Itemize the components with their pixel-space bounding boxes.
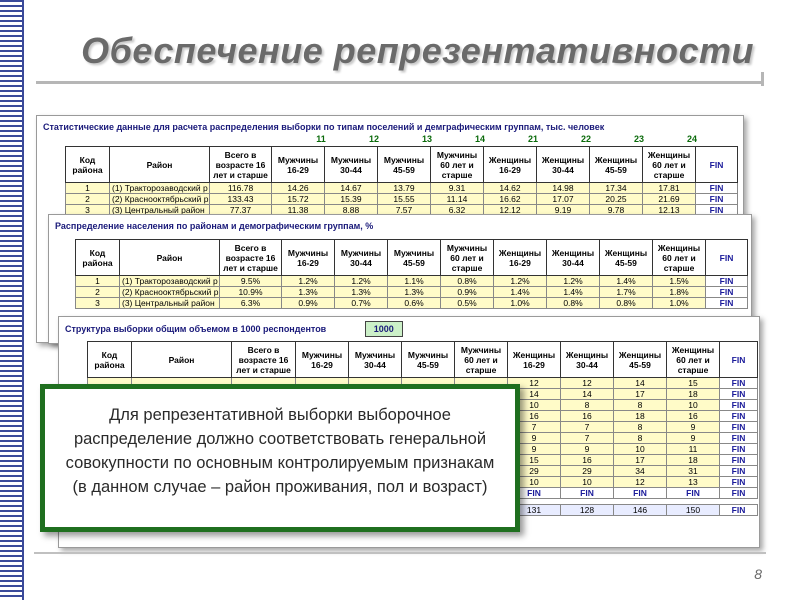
table-cell[interactable]: 15.72 xyxy=(272,194,325,205)
left-decorative-stripe xyxy=(0,0,24,600)
fin-cell[interactable]: FIN xyxy=(720,411,758,422)
table-cell[interactable]: 1.2% xyxy=(282,276,335,287)
table-cell[interactable]: 29 xyxy=(561,466,614,477)
total-cell[interactable]: 150 xyxy=(667,505,720,516)
table-cell[interactable]: 9 xyxy=(508,444,561,455)
table-row xyxy=(66,194,738,205)
column-header: Мужчины 30-44 xyxy=(335,240,388,276)
column-header: Мужчины 30-44 xyxy=(325,147,378,183)
fin-cell[interactable]: FIN xyxy=(720,477,758,488)
column-number: 11 xyxy=(316,134,326,144)
table-cell[interactable]: 1.3% xyxy=(282,287,335,298)
column-number-row xyxy=(43,134,737,146)
table-cell[interactable]: 21.69 xyxy=(643,194,696,205)
table-cell[interactable]: 10 xyxy=(667,400,720,411)
fin-cell[interactable]: FIN xyxy=(667,488,720,499)
fin-cell[interactable]: FIN xyxy=(508,488,561,499)
table-row xyxy=(66,183,738,194)
table-cell[interactable]: 133.43 xyxy=(210,194,272,205)
table-cell[interactable]: 12.12 xyxy=(484,205,537,216)
column-header: Женщины 60 лет и старше xyxy=(667,342,720,378)
table-cell[interactable]: 17.81 xyxy=(643,183,696,194)
column-header: Мужчины 45-59 xyxy=(388,240,441,276)
fin-cell[interactable]: FIN xyxy=(720,422,758,433)
fin-cell[interactable]: FIN xyxy=(720,389,758,400)
table-cell[interactable]: 77.37 xyxy=(210,205,272,216)
table-cell[interactable]: 14.67 xyxy=(325,183,378,194)
table-cell[interactable]: 7 xyxy=(561,422,614,433)
table-cell[interactable]: 7 xyxy=(508,422,561,433)
table-cell[interactable]: 1.4% xyxy=(547,287,600,298)
fin-cell[interactable]: FIN xyxy=(720,455,758,466)
table-cell[interactable]: 17.07 xyxy=(537,194,590,205)
table-cell[interactable]: 2 xyxy=(76,287,120,298)
table-cell[interactable]: 15.39 xyxy=(325,194,378,205)
table-cell[interactable]: 3 xyxy=(76,298,120,309)
table-cell[interactable]: 12 xyxy=(561,378,614,389)
column-header: Всего в возрасте 16 лет и старше xyxy=(210,147,272,183)
column-header: Мужчины 60 лет и старше xyxy=(441,240,494,276)
table-cell[interactable]: (3) Центральный район xyxy=(120,298,220,309)
column-header-fin: FIN xyxy=(706,240,748,276)
table-cell[interactable]: 1.3% xyxy=(335,287,388,298)
table-cell[interactable]: 1 xyxy=(76,276,120,287)
sample-total-input[interactable]: 1000 xyxy=(365,321,403,337)
table-cell[interactable]: 7 xyxy=(561,433,614,444)
fin-cell[interactable]: FIN xyxy=(720,444,758,455)
footer-divider xyxy=(34,552,766,554)
fin-cell[interactable]: FIN xyxy=(706,276,748,287)
table-cell[interactable]: 10 xyxy=(508,477,561,488)
table-cell[interactable]: 29 xyxy=(508,466,561,477)
table-cell[interactable]: 3 xyxy=(66,205,110,216)
column-header: Женщины 16-29 xyxy=(484,147,537,183)
table-cell[interactable]: 13 xyxy=(667,477,720,488)
table-cell[interactable]: 1.3% xyxy=(388,287,441,298)
column-header: Женщины 45-59 xyxy=(600,240,653,276)
table-cell[interactable]: 0.8% xyxy=(441,276,494,287)
table-cell[interactable]: 18 xyxy=(667,389,720,400)
fin-cell[interactable]: FIN xyxy=(720,400,758,411)
fin-cell[interactable]: FIN xyxy=(720,488,758,499)
table-cell[interactable]: 6.3% xyxy=(220,298,282,309)
table-cell[interactable]: 15.55 xyxy=(378,194,431,205)
fin-cell[interactable]: FIN xyxy=(696,205,738,216)
column-header: Женщины 16-29 xyxy=(508,342,561,378)
table-cell[interactable]: (2) Краснооктябрьский р xyxy=(110,194,210,205)
table-cell[interactable]: 11.38 xyxy=(272,205,325,216)
column-number: 14 xyxy=(474,134,485,144)
table-cell[interactable]: 1.8% xyxy=(653,287,706,298)
table-cell[interactable]: 13.79 xyxy=(378,183,431,194)
fin-cell[interactable]: FIN xyxy=(720,433,758,444)
column-header: Мужчины 30-44 xyxy=(349,342,402,378)
column-header: Район xyxy=(120,240,220,276)
table-cell[interactable]: 0.8% xyxy=(600,298,653,309)
table-cell[interactable]: 0.7% xyxy=(335,298,388,309)
table-cell[interactable]: (1) Тракторозаводский р xyxy=(110,183,210,194)
table-cell[interactable]: 1.5% xyxy=(653,276,706,287)
table-cell[interactable]: 9.78 xyxy=(590,205,643,216)
table-cell[interactable]: 10 xyxy=(561,477,614,488)
table-cell[interactable]: 1.1% xyxy=(388,276,441,287)
column-number: 12 xyxy=(368,134,379,144)
table-cell[interactable]: 9 xyxy=(667,422,720,433)
total-cell[interactable]: 128 xyxy=(561,505,614,516)
column-header: Женщины 60 лет и старше xyxy=(653,240,706,276)
total-cell[interactable]: 146 xyxy=(614,505,667,516)
column-header-fin: FIN xyxy=(696,147,738,183)
slide-title: Обеспечение репрезентативности xyxy=(81,30,754,71)
table-cell[interactable]: 0.8% xyxy=(547,298,600,309)
table-cell[interactable]: 16 xyxy=(508,411,561,422)
column-header: Женщины 30-44 xyxy=(547,240,600,276)
table-cell[interactable]: 34 xyxy=(614,466,667,477)
fin-cell[interactable]: FIN xyxy=(706,298,748,309)
table-cell[interactable]: 31 xyxy=(667,466,720,477)
table-cell[interactable]: (1) Тракторозаводский р xyxy=(120,276,220,287)
table-cell[interactable]: 1.2% xyxy=(547,276,600,287)
column-header: Женщины 60 лет и старше xyxy=(643,147,696,183)
column-header: Мужчины 60 лет и старше xyxy=(431,147,484,183)
table-cell[interactable]: 17.34 xyxy=(590,183,643,194)
table-cell[interactable]: 2 xyxy=(66,194,110,205)
column-header: Код района xyxy=(88,342,132,378)
column-number: 13 xyxy=(421,134,432,144)
fin-cell[interactable]: FIN xyxy=(720,505,758,516)
column-number: 22 xyxy=(580,134,591,144)
table-cell[interactable]: 14.62 xyxy=(484,183,537,194)
column-header: Всего в возрасте 16 лет и старше xyxy=(220,240,282,276)
table-cell[interactable]: 1 xyxy=(66,183,110,194)
column-number: 24 xyxy=(686,134,697,144)
column-header: Женщины 45-59 xyxy=(614,342,667,378)
table-cell[interactable]: 8 xyxy=(561,400,614,411)
table-cell[interactable]: 9.19 xyxy=(537,205,590,216)
table-cell[interactable]: 1.7% xyxy=(600,287,653,298)
table-cell[interactable]: 16 xyxy=(667,411,720,422)
fin-cell[interactable]: FIN xyxy=(696,194,738,205)
distribution-table xyxy=(75,239,748,309)
title-divider-tick xyxy=(761,72,764,86)
table-cell[interactable]: 14 xyxy=(614,378,667,389)
column-header: Район xyxy=(132,342,232,378)
column-number: 21 xyxy=(527,134,538,144)
table-cell[interactable]: 7.57 xyxy=(378,205,431,216)
fin-cell[interactable]: FIN xyxy=(696,183,738,194)
table-cell[interactable]: 20.25 xyxy=(590,194,643,205)
column-header: Мужчины 60 лет и старше xyxy=(455,342,508,378)
column-header: Женщины 45-59 xyxy=(590,147,643,183)
table-cell[interactable]: 8 xyxy=(614,400,667,411)
table-cell[interactable]: 12 xyxy=(614,477,667,488)
table-cell[interactable]: 8.88 xyxy=(325,205,378,216)
sheet-sample-heading-text: Структура выборки общим объемом в 1000 респондентов xyxy=(65,324,327,334)
table-row xyxy=(76,287,748,298)
table-cell[interactable]: 9 xyxy=(667,433,720,444)
statistics-table xyxy=(65,146,738,216)
column-header: Мужчины 16-29 xyxy=(282,240,335,276)
table-cell[interactable]: 1.2% xyxy=(335,276,388,287)
table-cell[interactable]: 0.6% xyxy=(388,298,441,309)
table-cell[interactable]: 10 xyxy=(614,444,667,455)
table-cell[interactable]: 116.78 xyxy=(210,183,272,194)
table-cell[interactable]: 1.0% xyxy=(653,298,706,309)
fin-cell[interactable]: FIN xyxy=(614,488,667,499)
column-header: Код района xyxy=(76,240,120,276)
table-cell[interactable]: 0.9% xyxy=(282,298,335,309)
table-cell[interactable]: 9 xyxy=(508,433,561,444)
table-cell[interactable]: 12 xyxy=(508,378,561,389)
title-bar xyxy=(36,14,764,84)
sheet-statistics-heading: Статистические данные для расчета распределения выборки по типам поселений и демграфическим группам, тыс. человек xyxy=(43,122,605,132)
table-cell[interactable]: 1.4% xyxy=(494,287,547,298)
table-cell[interactable]: 17 xyxy=(614,389,667,400)
fin-cell[interactable]: FIN xyxy=(706,287,748,298)
column-header: Мужчины 45-59 xyxy=(378,147,431,183)
table-cell[interactable]: 8 xyxy=(614,433,667,444)
table-cell[interactable]: 12.13 xyxy=(643,205,696,216)
table-cell[interactable]: 1.2% xyxy=(494,276,547,287)
column-header: Мужчины 45-59 xyxy=(402,342,455,378)
table-cell[interactable]: 6.32 xyxy=(431,205,484,216)
table-cell[interactable]: 18 xyxy=(614,411,667,422)
table-cell[interactable]: 14.26 xyxy=(272,183,325,194)
callout-box: Для репрезентативной выборки выборочное распределение должно соответствовать генеральной совокупности по основным контролируемым признакам (в данном случае – район проживания, пол и возраст) xyxy=(40,384,520,532)
table-cell[interactable]: 16.62 xyxy=(484,194,537,205)
table-cell[interactable]: 8 xyxy=(614,422,667,433)
table-cell[interactable]: (3) Центральный район xyxy=(110,205,210,216)
sheet-distribution-heading: Распределение населения по районам и демографическим группам, % xyxy=(55,221,374,231)
table-cell[interactable]: 1.4% xyxy=(600,276,653,287)
table-cell[interactable]: 9 xyxy=(561,444,614,455)
column-header: Женщины 30-44 xyxy=(537,147,590,183)
column-number: 23 xyxy=(633,134,644,144)
column-header: Район xyxy=(110,147,210,183)
column-header-fin: FIN xyxy=(720,342,758,378)
table-cell[interactable]: 18 xyxy=(667,455,720,466)
fin-cell[interactable]: FIN xyxy=(720,466,758,477)
table-cell[interactable]: 14.98 xyxy=(537,183,590,194)
table-cell[interactable]: 9.31 xyxy=(431,183,484,194)
total-cell[interactable]: 131 xyxy=(508,505,561,516)
table-cell[interactable]: 10.9% xyxy=(220,287,282,298)
page-number: 8 xyxy=(754,566,762,582)
column-header: Мужчины 16-29 xyxy=(296,342,349,378)
table-cell[interactable]: (2) Краснооктябрьский р xyxy=(120,287,220,298)
fin-cell[interactable]: FIN xyxy=(720,378,758,389)
table-cell[interactable]: 14 xyxy=(561,389,614,400)
fin-cell[interactable]: FIN xyxy=(561,488,614,499)
table-row xyxy=(76,276,748,287)
table-cell[interactable]: 9.5% xyxy=(220,276,282,287)
table-cell[interactable]: 17 xyxy=(614,455,667,466)
table-cell[interactable]: 11 xyxy=(667,444,720,455)
table-row xyxy=(76,298,748,309)
table-cell[interactable]: 10 xyxy=(508,400,561,411)
column-header: Код района xyxy=(66,147,110,183)
table-cell[interactable]: 16 xyxy=(561,455,614,466)
sheet-sample-heading xyxy=(65,321,753,335)
column-header: Женщины 30-44 xyxy=(561,342,614,378)
table-cell[interactable]: 15 xyxy=(667,378,720,389)
table-cell[interactable]: 0.9% xyxy=(441,287,494,298)
table-cell[interactable]: 1.0% xyxy=(494,298,547,309)
table-cell[interactable]: 14 xyxy=(508,389,561,400)
table-cell[interactable]: 15 xyxy=(508,455,561,466)
table-cell[interactable]: 16 xyxy=(561,411,614,422)
table-cell[interactable]: 11.14 xyxy=(431,194,484,205)
table-cell[interactable]: 0.5% xyxy=(441,298,494,309)
column-header: Женщины 16-29 xyxy=(494,240,547,276)
column-header: Мужчины 16-29 xyxy=(272,147,325,183)
column-header: Всего в возрасте 16 лет и старше xyxy=(232,342,296,378)
